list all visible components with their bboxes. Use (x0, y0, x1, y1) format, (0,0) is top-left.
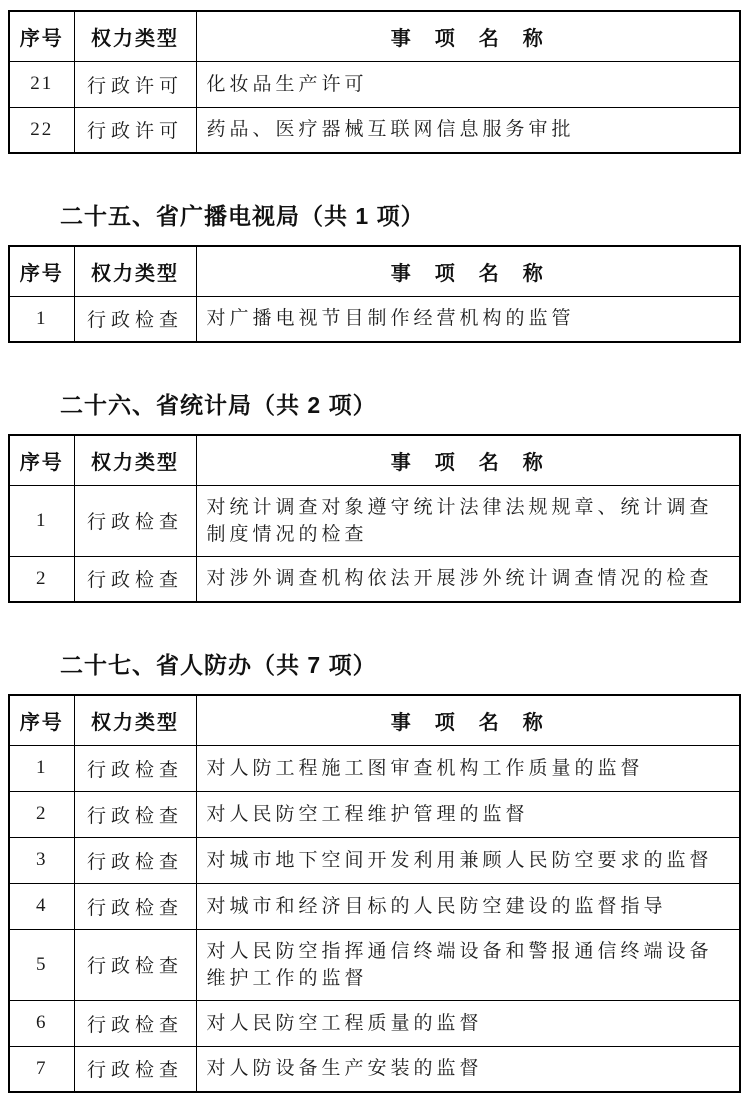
table-row (9, 837, 740, 883)
seq-cell: 1 (9, 485, 74, 556)
header-seq: 序号 (9, 11, 74, 61)
name-cell: 对人防工程施工图审查机构工作质量的监督 (196, 745, 740, 791)
header-name: 事 项 名 称 (196, 11, 740, 61)
table-header-row (9, 695, 740, 745)
seq-cell: 4 (9, 883, 74, 929)
section-heading-27: 二十七、省人防办（共 7 项） (60, 652, 377, 678)
type-cell: 行政检查 (74, 929, 196, 1000)
seq-cell: 3 (9, 837, 74, 883)
section-heading-26: 二十六、省统计局（共 2 项） (60, 392, 377, 418)
seq-cell: 6 (9, 1000, 74, 1046)
table-row (9, 296, 740, 342)
power-table-26 (8, 434, 741, 603)
table-header-row (9, 246, 740, 296)
type-cell: 行政检查 (74, 883, 196, 929)
header-seq: 序号 (9, 435, 74, 485)
seq-cell: 21 (9, 61, 74, 107)
header-seq: 序号 (9, 246, 74, 296)
type-cell: 行政检查 (74, 296, 196, 342)
header-type: 权力类型 (74, 435, 196, 485)
name-cell: 对人民防空工程维护管理的监督 (196, 791, 740, 837)
table-row (9, 883, 740, 929)
table-row (9, 929, 740, 1000)
power-table-25 (8, 245, 741, 343)
type-cell: 行政检查 (74, 837, 196, 883)
type-cell: 行政检查 (74, 745, 196, 791)
name-cell: 对城市地下空间开发利用兼顾人民防空要求的监督 (196, 837, 740, 883)
type-cell: 行政检查 (74, 791, 196, 837)
seq-cell: 1 (9, 296, 74, 342)
header-type: 权力类型 (74, 246, 196, 296)
name-cell: 对人防设备生产安装的监督 (196, 1046, 740, 1092)
table-row (9, 107, 740, 153)
header-seq: 序号 (9, 695, 74, 745)
seq-cell: 22 (9, 107, 74, 153)
name-cell: 对城市和经济目标的人民防空建设的监督指导 (196, 883, 740, 929)
table-row (9, 791, 740, 837)
power-table-continuation (8, 10, 741, 154)
table-row (9, 745, 740, 791)
name-cell: 对人民防空指挥通信终端设备和警报通信终端设备维护工作的监督 (196, 929, 740, 1000)
header-type: 权力类型 (74, 11, 196, 61)
seq-cell: 5 (9, 929, 74, 1000)
type-cell: 行政检查 (74, 485, 196, 556)
name-cell: 对广播电视节目制作经营机构的监管 (196, 296, 740, 342)
name-cell: 化妆品生产许可 (196, 61, 740, 107)
header-type: 权力类型 (74, 695, 196, 745)
header-name: 事 项 名 称 (196, 246, 740, 296)
header-name: 事 项 名 称 (196, 435, 740, 485)
name-cell: 对统计调查对象遵守统计法律法规规章、统计调查制度情况的检查 (196, 485, 740, 556)
name-cell: 对人民防空工程质量的监督 (196, 1000, 740, 1046)
power-table-27 (8, 694, 741, 1093)
table-row (9, 556, 740, 602)
type-cell: 行政许可 (74, 107, 196, 153)
seq-cell: 1 (9, 745, 74, 791)
table-header-row (9, 11, 740, 61)
type-cell: 行政许可 (74, 61, 196, 107)
table-row (9, 1000, 740, 1046)
table-row (9, 1046, 740, 1092)
seq-cell: 7 (9, 1046, 74, 1092)
name-cell: 对涉外调查机构依法开展涉外统计调查情况的检查 (196, 556, 740, 602)
name-cell: 药品、医疗器械互联网信息服务审批 (196, 107, 740, 153)
document-page (8, 0, 741, 1093)
table-row (9, 485, 740, 556)
table-row (9, 61, 740, 107)
type-cell: 行政检查 (74, 1046, 196, 1092)
header-name: 事 项 名 称 (196, 695, 740, 745)
type-cell: 行政检查 (74, 556, 196, 602)
section-heading-25: 二十五、省广播电视局（共 1 项） (60, 203, 425, 229)
type-cell: 行政检查 (74, 1000, 196, 1046)
seq-cell: 2 (9, 791, 74, 837)
seq-cell: 2 (9, 556, 74, 602)
table-header-row (9, 435, 740, 485)
